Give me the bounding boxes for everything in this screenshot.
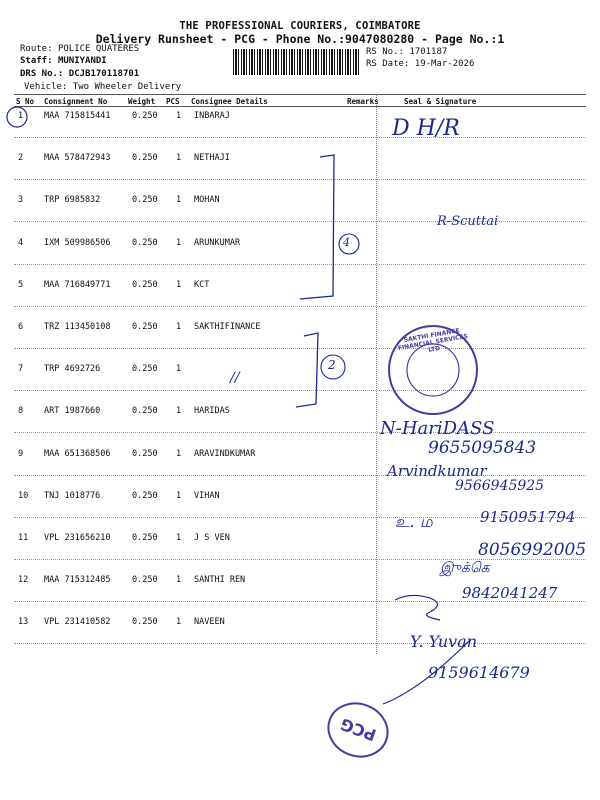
cell-consignment: MAA 578472943 bbox=[44, 153, 111, 164]
cell-pcs: 1 bbox=[176, 279, 182, 290]
col-header-sno: S No bbox=[16, 97, 35, 106]
vehicle-label: Vehicle: bbox=[24, 82, 68, 92]
cell-consignment: MAA 715312485 bbox=[44, 575, 111, 586]
phone-row-10: 9150951794 bbox=[480, 508, 576, 526]
cell-consignment: MAA 651368506 bbox=[44, 448, 111, 459]
cell-consignee: J S VEN bbox=[194, 533, 230, 543]
rs-no-value: 1701187 bbox=[409, 47, 448, 57]
cell-consignee: ARUNKUMAR bbox=[194, 237, 241, 248]
cell-consignment: MAA 715815441 bbox=[44, 111, 111, 121]
cell-pcs: 1 bbox=[176, 364, 182, 375]
cell-weight: 0.250 bbox=[132, 322, 158, 332]
cell-consignee: NETHAJI bbox=[194, 153, 230, 164]
cell-consignee: INBARAJ bbox=[194, 111, 230, 121]
cell-weight: 0.250 bbox=[132, 617, 158, 628]
cell-consignee: KCT bbox=[194, 279, 210, 290]
signature-row-8: N-HariDASS bbox=[380, 418, 495, 439]
cell-weight: 0.250 bbox=[132, 364, 158, 375]
cell-sno: 9 bbox=[18, 448, 24, 459]
signature-row-9: Arvindkumar bbox=[387, 462, 487, 480]
col-header-remarks: Remarks bbox=[347, 97, 379, 106]
sno-circle-mark bbox=[7, 107, 27, 127]
drs-label: DRS No.: bbox=[20, 69, 64, 79]
col-header-consignee: Consignee Details bbox=[191, 97, 268, 106]
cell-weight: 0.250 bbox=[132, 490, 158, 501]
cell-sno: 5 bbox=[18, 279, 24, 290]
finance-stamp-text: SAKTHI FINANCE FINANCIAL SERVICES LTD bbox=[397, 327, 469, 354]
cell-weight: 0.250 bbox=[132, 575, 158, 586]
cell-consignment: VPL 231656210 bbox=[44, 533, 111, 543]
rs-date-value: 19-Mar-2026 bbox=[414, 59, 475, 69]
bracket-7-mark bbox=[296, 333, 318, 407]
col-header-consignment: Consignment No bbox=[44, 97, 108, 106]
signature-row-13: Y. Yuvan bbox=[410, 632, 478, 651]
phone-row-13: 9159614679 bbox=[428, 663, 530, 682]
cell-pcs: 1 bbox=[176, 575, 182, 586]
cell-pcs: 1 bbox=[176, 195, 182, 206]
cell-weight: 0.250 bbox=[132, 237, 158, 248]
cell-consignment: TRZ 113450108 bbox=[44, 322, 111, 332]
cell-consignee: VIHAN bbox=[194, 490, 220, 501]
phone-row-9: 9566945925 bbox=[455, 478, 545, 494]
cell-pcs: 1 bbox=[176, 490, 182, 501]
cell-sno: 6 bbox=[18, 322, 24, 332]
tick-row-7: // bbox=[230, 370, 240, 386]
cell-consignee: SANTHI REN bbox=[194, 575, 246, 586]
cell-sno: 11 bbox=[18, 533, 29, 543]
cell-sno: 1 bbox=[18, 111, 24, 121]
cell-pcs: 1 bbox=[176, 111, 182, 121]
tamil-signature-row-11: இுக்கெ bbox=[440, 560, 490, 576]
document-title: THE PROFESSIONAL COURIERS, COIMBATORE bbox=[179, 20, 421, 32]
document-subtitle: Delivery Runsheet - PCG - Phone No.:9047080280 - Page No.:1 bbox=[95, 32, 505, 46]
phone-row-11: 8056992005 bbox=[478, 540, 587, 560]
rs-no-label: RS No.: bbox=[366, 47, 404, 57]
col-header-pcs: PCS bbox=[166, 97, 180, 106]
cell-weight: 0.250 bbox=[132, 195, 158, 206]
rs-date-label: RS Date: bbox=[366, 59, 410, 69]
cell-weight: 0.250 bbox=[132, 153, 158, 164]
cell-sno: 4 bbox=[18, 237, 24, 248]
cell-pcs: 1 bbox=[176, 533, 182, 543]
cell-consignment: IXM 509986506 bbox=[44, 237, 111, 248]
col-header-seal: Seal & Signature bbox=[404, 97, 477, 106]
cell-weight: 0.250 bbox=[132, 111, 158, 121]
cell-weight: 0.250 bbox=[132, 279, 158, 290]
initials-row-10: உ. ம bbox=[395, 512, 433, 531]
cell-sno: 13 bbox=[18, 617, 29, 628]
staff-label: Staff: bbox=[20, 56, 53, 66]
scribble-signature-12 bbox=[395, 595, 440, 620]
cell-sno: 10 bbox=[18, 490, 29, 501]
phone-row-8: 9655095843 bbox=[428, 438, 537, 458]
cell-consignment: TRP 4692726 bbox=[44, 364, 101, 375]
cell-pcs: 1 bbox=[176, 617, 182, 628]
cell-consignee: MOHAN bbox=[194, 195, 220, 206]
cell-pcs: 1 bbox=[176, 322, 182, 332]
phone-row-12: 9842041247 bbox=[462, 584, 558, 602]
cell-pcs: 1 bbox=[176, 153, 182, 164]
cell-consignee: ARAVINDKUMAR bbox=[194, 448, 256, 459]
signature-row-1: D H/R bbox=[392, 116, 460, 141]
cell-consignee: NAVEEN bbox=[194, 617, 225, 628]
cell-consignment: TRP 6985832 bbox=[44, 195, 101, 206]
drs-value: DCJB170118701 bbox=[68, 69, 140, 79]
cell-consignment: TNJ 1018776 bbox=[44, 490, 101, 501]
bracket-4-mark bbox=[300, 155, 334, 299]
cell-consignee: HARIDAS bbox=[194, 406, 230, 417]
cell-pcs: 1 bbox=[176, 448, 182, 459]
cell-weight: 0.250 bbox=[132, 406, 158, 417]
remark-row-4: R-Scuttai bbox=[437, 214, 499, 229]
cell-consignment: VPL 231410582 bbox=[44, 617, 111, 628]
cell-sno: 7 bbox=[18, 364, 24, 375]
vehicle-value: Two Wheeler Delivery bbox=[72, 82, 182, 92]
staff-value: MUNIYANDI bbox=[57, 56, 107, 66]
cell-weight: 0.250 bbox=[132, 533, 158, 543]
pcg-stamp-text: PCG bbox=[337, 714, 379, 745]
route-value: POLICE QUATERES bbox=[57, 44, 140, 54]
col-header-weight: Weight bbox=[128, 97, 156, 106]
cell-consignment: MAA 716849771 bbox=[44, 279, 111, 290]
cell-pcs: 1 bbox=[176, 237, 182, 248]
cell-consignee: SAKTHIFINANCE bbox=[194, 322, 261, 332]
cell-sno: 12 bbox=[18, 575, 29, 586]
cell-consignment: ART 1987660 bbox=[44, 406, 101, 417]
cell-sno: 8 bbox=[18, 406, 24, 417]
cell-pcs: 1 bbox=[176, 406, 182, 417]
cell-sno: 2 bbox=[18, 153, 24, 164]
mark-row-7: 2 bbox=[328, 358, 336, 372]
mark-row-4: 4 bbox=[343, 236, 350, 249]
route-label: Route: bbox=[20, 44, 53, 54]
cell-weight: 0.250 bbox=[132, 448, 158, 459]
cell-sno: 3 bbox=[18, 195, 24, 206]
